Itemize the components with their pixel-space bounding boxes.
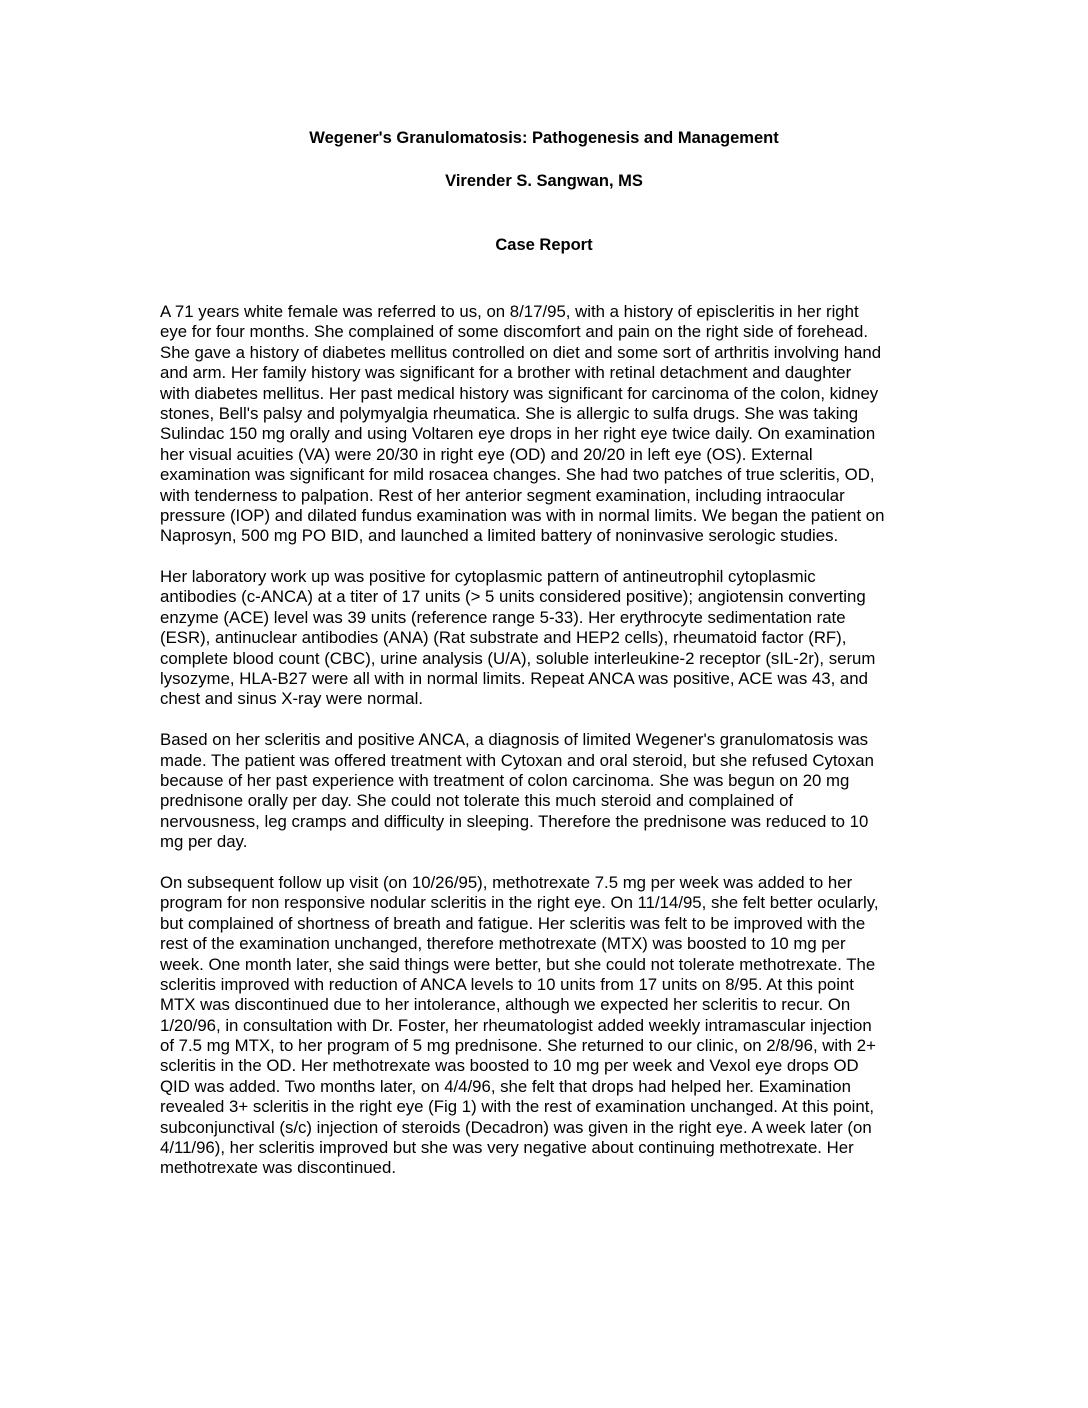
text-line: lysozyme, HLA-B27 were all with in normal limits. Repeat ANCA was positive, ACE was 43, and (160, 669, 868, 689)
text-line: pressure (IOP) and dilated fundus examination was with in normal limits. We began the patient on (160, 505, 885, 525)
text-line: enzyme (ACE) level was 39 units (reference range 5-33). Her erythrocyte sedimentation rate (160, 607, 846, 627)
paragraph-presentation (160, 302, 950, 547)
text-line: with tenderness to palpation. Rest of her anterior segment examination, including intraocular (160, 485, 845, 505)
text-line: Naprosyn, 500 mg PO BID, and launched a limited battery of noninvasive serologic studies. (160, 526, 839, 546)
text-line: 1/20/96, in consultation with Dr. Foster, her rheumatologist added weekly intramascular injection (160, 1015, 872, 1035)
text-line: Based on her scleritis and positive ANCA, a diagnosis of limited Wegener's granulomatosis was (160, 730, 869, 750)
text-line: week. One month later, she said things were better, but she could not tolerate methotrexate. The (160, 954, 876, 974)
text-line: stones, Bell's palsy and polymyalgia rheumatica. She is allergic to sulfa drugs. She was taking (160, 403, 859, 423)
text-line: On subsequent follow up visit (on 10/26/95), methotrexate 7.5 mg per week was added to her (160, 872, 853, 892)
text-line: subconjunctival (s/c) injection of steroids (Decadron) was given in the right eye. A week later (on (160, 1117, 872, 1137)
text-line: prednisone orally per day. She could not tolerate this much steroid and complained of (160, 791, 794, 811)
paragraph-diagnosis (160, 730, 950, 852)
document-title: Wegener's Granulomatosis: Pathogenesis and Management (309, 129, 779, 147)
text-line: because of her past experience with treatment of colon carcinoma. She was begun on 20 mg (160, 770, 850, 790)
text-line: Sulindac 150 mg orally and using Voltaren eye drops in her right eye twice daily. On examination (160, 424, 876, 444)
text-line: scleritis improved with reduction of ANCA levels to 10 units from 17 units on 8/95. At this point (160, 974, 854, 994)
text-line: with diabetes mellitus. Her past medical history was significant for carcinoma of the colon, kidney (160, 383, 879, 403)
text-line: nervousness, leg cramps and difficulty in sleeping. Therefore the prednisone was reduced to 10 (160, 811, 869, 831)
section-heading: Case Report (495, 236, 593, 254)
text-line: methotrexate was discontinued. (160, 1158, 397, 1178)
text-line: complete blood count (CBC), urine analysis (U/A), soluble interleukine-2 receptor (sIL-2r), serum (160, 648, 876, 668)
text-line: examination was significant for mild rosacea changes. She had two patches of true scleritis, OD, (160, 465, 875, 485)
author-name: Virender S. Sangwan, MS (445, 172, 643, 190)
paragraph-laboratory (160, 567, 950, 710)
text-line: eye for four months. She complained of some discomfort and pain on the right side of forehead. (160, 322, 869, 342)
text-line: She gave a history of diabetes mellitus controlled on diet and some sort of arthritis involving hand (160, 342, 882, 362)
text-line: and arm. Her family history was significant for a brother with retinal detachment and daughter (160, 363, 852, 383)
text-line: (ESR), antinuclear antibodies (ANA) (Rat substrate and HEP2 cells), rheumatoid factor (RF), (160, 628, 847, 648)
text-line: QID was added. Two months later, on 4/4/96, she felt that drops had helped her. Examination (160, 1076, 851, 1096)
text-line: 4/11/96), her scleritis improved but she was very negative about continuing methotrexate. Her (160, 1138, 854, 1158)
text-line: her visual acuities (VA) were 20/30 in right eye (OD) and 20/20 in left eye (OS). External (160, 444, 813, 464)
text-line: program for non responsive nodular scleritis in the right eye. On 11/14/95, she felt better ocularly, (160, 893, 879, 913)
case-report-body (160, 302, 950, 1199)
text-line: of 7.5 mg MTX, to her program of 5 mg prednisone. She returned to our clinic, on 2/8/96, with 2+ (160, 1036, 876, 1056)
text-line: antibodies (c-ANCA) at a titer of 17 units (> 5 units considered positive); angiotensin converting (160, 587, 866, 607)
text-line: chest and sinus X-ray were normal. (160, 689, 424, 709)
text-line: Her laboratory work up was positive for cytoplasmic pattern of antineutrophil cytoplasmic (160, 567, 816, 587)
text-line: rest of the examination unchanged, therefore methotrexate (MTX) was boosted to 10 mg per (160, 934, 846, 954)
text-line: made. The patient was offered treatment with Cytoxan and oral steroid, but she refused Cytoxan (160, 750, 874, 770)
text-line: but complained of shortness of breath and fatigue. Her scleritis was felt to be improved with the (160, 913, 866, 933)
text-line: MTX was discontinued due to her intolerance, although we expected her scleritis to recur. On (160, 995, 851, 1015)
text-line: revealed 3+ scleritis in the right eye (Fig 1) with the rest of examination unchanged. At this point, (160, 1097, 875, 1117)
text-line: mg per day. (160, 832, 248, 852)
text-line: A 71 years white female was referred to us, on 8/17/95, with a history of episcleritis in her right (160, 302, 859, 321)
paragraph-follow-up (160, 873, 950, 1179)
text-line: scleritis in the OD. Her methotrexate was boosted to 10 mg per week and Vexol eye drops OD (160, 1056, 859, 1076)
